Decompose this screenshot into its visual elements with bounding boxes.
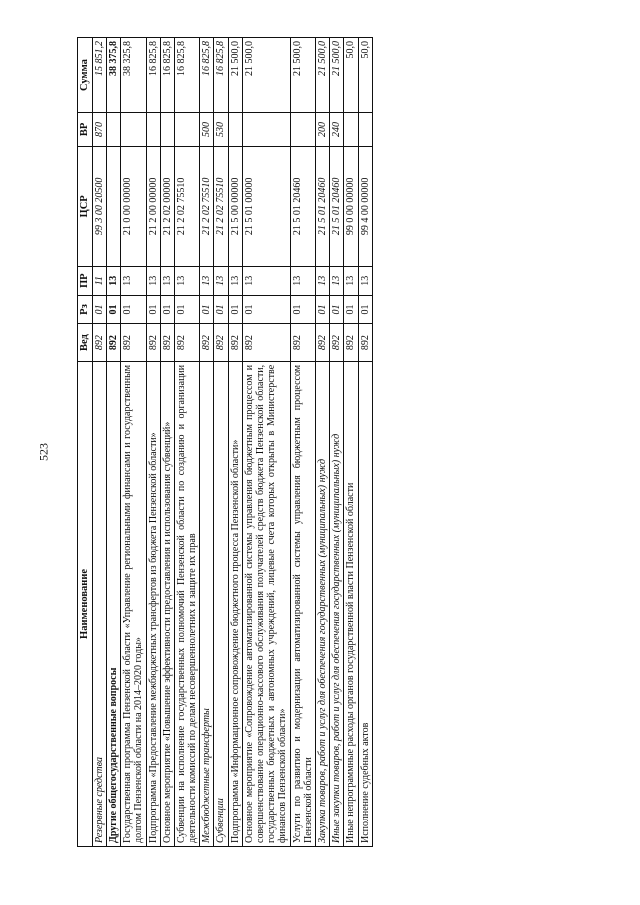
header-csr: ЦСР: [78, 146, 93, 266]
budget-table: [77, 37, 373, 847]
row-ved: 892: [228, 324, 242, 362]
row-rz: 01: [92, 295, 106, 324]
row-ved: 892: [160, 324, 174, 362]
row-ved: 892: [242, 324, 290, 362]
row-csr: 21 5 01 00000: [242, 146, 290, 266]
row-pr: 11: [92, 266, 106, 295]
row-name: Иные непрограммные расходы органов государственной власти Пензенской области: [344, 361, 358, 846]
row-rz: 01: [146, 295, 160, 324]
row-csr: 21 5 01 20460: [330, 146, 344, 266]
row-csr: 21 2 00 00000: [146, 146, 160, 266]
header-ved: Вед: [78, 324, 93, 362]
row-sum: 16 825,8: [160, 38, 174, 113]
row-vr: [146, 113, 160, 147]
row-rz: 01: [174, 295, 199, 324]
row-name: Подпрограмма «Информационное сопровождение бюджетного процесса Пензенской области»: [228, 361, 242, 846]
row-name: Субвенции: [214, 361, 228, 846]
table-row: [358, 38, 372, 847]
row-name: Государственная программа Пензенской области «Управление региональными финансами и государственным долгом Пензенской области на 2014–2020 годы»: [121, 361, 146, 846]
row-vr: [106, 113, 120, 147]
row-pr: 13: [121, 266, 146, 295]
row-csr: 21 2 02 75510: [174, 146, 199, 266]
row-pr: 13: [242, 266, 290, 295]
row-ved: 892: [200, 324, 214, 362]
row-csr: 21 2 02 75510: [214, 146, 228, 266]
header-name: Наименование: [78, 361, 93, 846]
row-name: Исполнение судебных актов: [358, 361, 372, 846]
row-vr: 200: [315, 113, 329, 147]
row-sum: 38 325,8: [121, 38, 146, 113]
row-rz: 01: [242, 295, 290, 324]
row-sum: 21 500,0: [228, 38, 242, 113]
row-csr: 99 3 00 20500: [92, 146, 106, 266]
row-name: Основное мероприятие «Повышение эффективности предоставления и использования субвенций»: [160, 361, 174, 846]
row-ved: 892: [358, 324, 372, 362]
row-sum: 50,0: [358, 38, 372, 113]
row-name: Субвенции на исполнение государственных полномочий Пензенской области по созданию и организации деятельности комиссий по делам несовершеннолетних и защите их прав: [174, 361, 199, 846]
page-number: 523: [36, 443, 51, 461]
row-vr: [344, 113, 358, 147]
row-pr: 13: [315, 266, 329, 295]
row-sum: 16 825,8: [214, 38, 228, 113]
row-rz: 01: [290, 295, 315, 324]
row-vr: [358, 113, 372, 147]
header-vr: ВР: [78, 113, 93, 147]
header-rz: Рз: [78, 295, 93, 324]
row-pr: 13: [160, 266, 174, 295]
row-rz: 01: [358, 295, 372, 324]
row-ved: 892: [344, 324, 358, 362]
row-vr: 240: [330, 113, 344, 147]
row-vr: [228, 113, 242, 147]
row-csr: 21 5 01 20460: [315, 146, 329, 266]
row-pr: 13: [290, 266, 315, 295]
row-csr: 21 0 00 00000: [121, 146, 146, 266]
row-rz: 01: [344, 295, 358, 324]
table-row: [242, 38, 290, 847]
header-pr: ПР: [78, 266, 93, 295]
table-row: [330, 38, 344, 847]
row-sum: 16 825,8: [174, 38, 199, 113]
row-name: Подпрограмма «Предоставление межбюджетных трансфертов из бюджета Пензенской области»: [146, 361, 160, 846]
row-sum: 21 500,0: [315, 38, 329, 113]
header-sum: Сумма: [78, 38, 93, 113]
row-pr: 13: [106, 266, 120, 295]
row-rz: 01: [228, 295, 242, 324]
row-sum: 16 825,8: [200, 38, 214, 113]
row-pr: 13: [146, 266, 160, 295]
row-ved: 892: [214, 324, 228, 362]
table-header-row: [78, 38, 93, 847]
row-sum: 21 500,0: [242, 38, 290, 113]
table-row: [228, 38, 242, 847]
row-vr: [290, 113, 315, 147]
table-row: [121, 38, 146, 847]
row-pr: 13: [228, 266, 242, 295]
table-row: [290, 38, 315, 847]
row-sum: 21 500,0: [290, 38, 315, 113]
row-sum: 16 825,8: [146, 38, 160, 113]
row-pr: 13: [344, 266, 358, 295]
row-ved: 892: [290, 324, 315, 362]
row-rz: 01: [121, 295, 146, 324]
row-vr: [160, 113, 174, 147]
row-csr: 21 5 00 00000: [228, 146, 242, 266]
table-row: [146, 38, 160, 847]
row-csr: 99 0 00 00000: [344, 146, 358, 266]
row-name: Межбюджетные трансферты: [200, 361, 214, 846]
row-rz: 01: [200, 295, 214, 324]
row-sum: 21 500,0: [330, 38, 344, 113]
row-ved: 892: [106, 324, 120, 362]
row-csr: [106, 146, 120, 266]
row-sum: 50,0: [344, 38, 358, 113]
row-csr: 21 5 01 20460: [290, 146, 315, 266]
table-row: [315, 38, 329, 847]
row-sum: 15 851,2: [92, 38, 106, 113]
row-rz: 01: [106, 295, 120, 324]
row-ved: 892: [146, 324, 160, 362]
row-vr: [174, 113, 199, 147]
table-row: [174, 38, 199, 847]
row-name: Иные закупки товаров, работ и услуг для обеспечения государственных (муниципальных) нужд: [330, 361, 344, 846]
row-vr: [242, 113, 290, 147]
row-sum: 38 375,8: [106, 38, 120, 113]
row-pr: 13: [174, 266, 199, 295]
row-rz: 01: [214, 295, 228, 324]
row-name: Закупка товаров, работ и услуг для обеспечения государственных (муниципальных) нужд: [315, 361, 329, 846]
row-name: Основное мероприятие «Сопровождение автоматизированной системы управления бюджетным процессом и совершенствование операционно-кассового обслуживания получателей средств бюджета Пензенской области, государственных бюджетных и автономных учреждений, лицевые счета которых открыты в Министерстве финансов Пензенской области»: [242, 361, 290, 846]
row-ved: 892: [92, 324, 106, 362]
row-pr: 13: [358, 266, 372, 295]
row-pr: 13: [330, 266, 344, 295]
row-vr: 870: [92, 113, 106, 147]
table-row: [200, 38, 214, 847]
row-csr: 99 4 00 00000: [358, 146, 372, 266]
table-row: [344, 38, 358, 847]
table-row: [106, 38, 120, 847]
row-pr: 13: [200, 266, 214, 295]
table-row: [214, 38, 228, 847]
row-csr: 21 2 02 75510: [200, 146, 214, 266]
row-ved: 892: [330, 324, 344, 362]
row-name: Резервные средства: [92, 361, 106, 846]
row-ved: 892: [174, 324, 199, 362]
budget-table-container: [77, 37, 519, 847]
row-rz: 01: [315, 295, 329, 324]
table-row: [160, 38, 174, 847]
table-row: [92, 38, 106, 847]
row-name: Услуги по развитию и модернизации автоматизированной системы управления бюджетным процессом Пензенской области: [290, 361, 315, 846]
row-pr: 13: [214, 266, 228, 295]
row-name: Другие общегосударственные вопросы: [106, 361, 120, 846]
row-ved: 892: [315, 324, 329, 362]
row-rz: 01: [330, 295, 344, 324]
row-vr: 500: [200, 113, 214, 147]
row-csr: 21 2 02 00000: [160, 146, 174, 266]
row-rz: 01: [160, 295, 174, 324]
row-vr: 530: [214, 113, 228, 147]
row-ved: 892: [121, 324, 146, 362]
row-vr: [121, 113, 146, 147]
